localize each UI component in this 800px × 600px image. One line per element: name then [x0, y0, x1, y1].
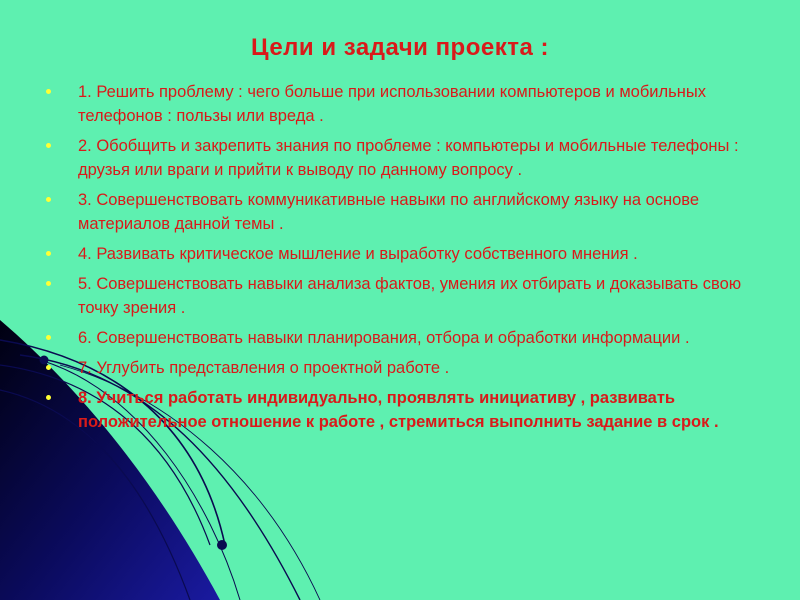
list-item-text: 7. Углубить представления о проектной работе . [78, 359, 450, 377]
list-item-text: 5. Совершенствовать навыки анализа фактов, умения их отбирать и доказывать свою точку зрения . [78, 275, 742, 317]
list-item [46, 326, 758, 350]
list-item [46, 386, 758, 434]
bullet-icon [46, 251, 51, 256]
bullet-icon [46, 395, 51, 400]
list-item-text: 2. Обобщить и закрепить знания по проблеме : компьютеры и мобильные телефоны : друзья или враги и прийти к выводу по данному вопросу . [78, 137, 739, 179]
list-item [46, 134, 758, 182]
list-item-text: 6. Совершенствовать навыки планирования, отбора и обработки информации . [78, 329, 690, 347]
list-item-text: 1. Решить проблему : чего больше при использовании компьютеров и мобильных телефонов : пользы или вреда . [78, 83, 706, 125]
list-item [46, 188, 758, 236]
list-item-text: 8. Учиться работать индивидуально, проявлять инициативу , развивать положительное отношение к работе , стремиться выполнить задание в срок . [78, 389, 719, 431]
list-item [46, 356, 758, 380]
bullet-icon [46, 335, 51, 340]
bullet-icon [46, 281, 51, 286]
list-item [46, 272, 758, 320]
bullet-icon [46, 197, 51, 202]
bullet-icon [46, 89, 51, 94]
bullet-icon [46, 143, 51, 148]
list-item [46, 242, 758, 266]
list-item-text: 4. Развивать критическое мышление и выработку собственного мнения . [78, 245, 638, 263]
goals-list [46, 80, 758, 440]
list-item-text: 3. Совершенствовать коммуникативные навыки по английскому языку на основе материалов данной темы . [78, 191, 700, 233]
bullet-icon [46, 365, 51, 370]
slide-title: Цели и задачи проекта : [251, 34, 549, 61]
list-item [46, 80, 758, 128]
